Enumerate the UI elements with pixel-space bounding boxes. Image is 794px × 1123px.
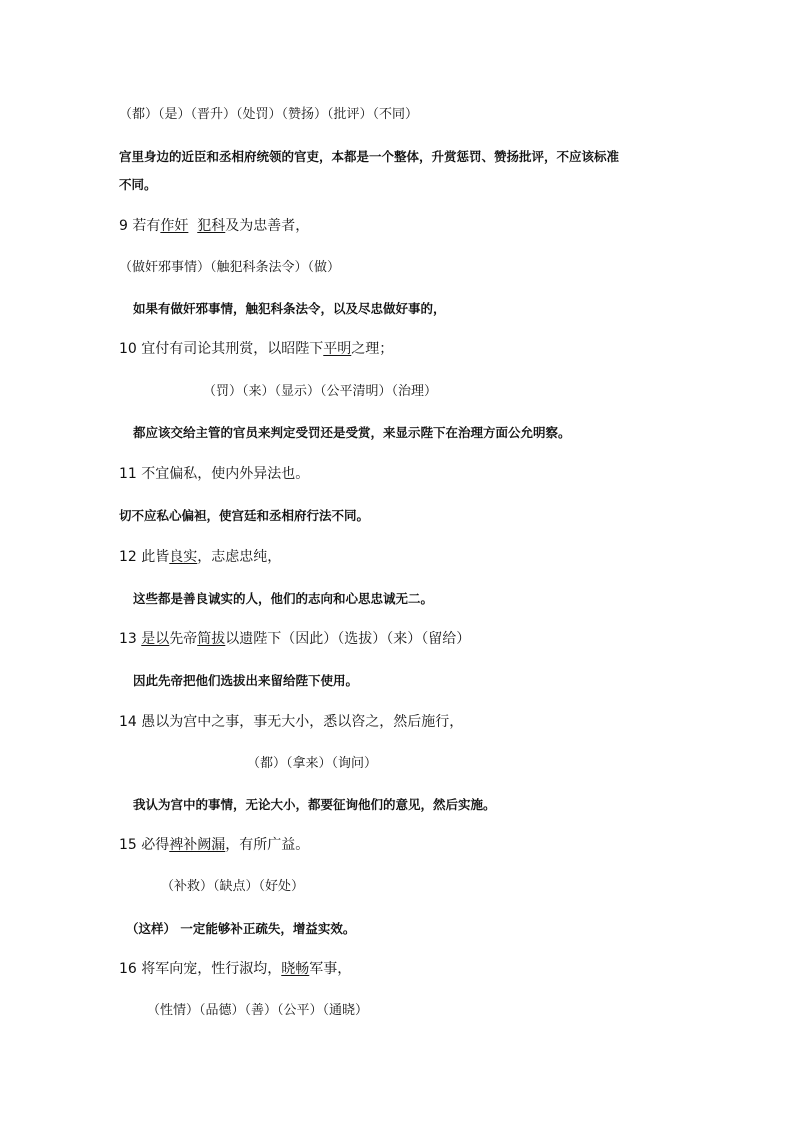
gloss-line-15: （补救）（缺点）（好处） [161, 879, 305, 894]
translation-line-13: 因此先帝把他们选拔出来留给陛下使用。 [133, 673, 359, 688]
source-line-11: 11 不宜偏私，使内外异法也。 [119, 466, 310, 482]
gloss-line-14: （都）（拿来）（询问） [247, 756, 378, 771]
source-line-16 [119, 960, 351, 978]
translation-line-15: （这样） 一定能够补正疏失，增益实效。 [126, 921, 356, 936]
translation-line-14: 我认为宫中的事情，无论大小，都要征询他们的意见，然后实施。 [133, 797, 496, 812]
translation-line-1: 宫里身边的近臣和丞相府统领的官吏，本都是一个整体，升赏惩罚、赞扬批评，不应该标准 [119, 149, 620, 164]
source-text: 12 此皆 [119, 549, 170, 565]
source-text: ，有所广益。 [225, 837, 310, 853]
source-text: 军事， [309, 961, 352, 977]
translation-line-9: 如果有做奸邪事情，触犯科条法令，以及尽忠做好事的， [133, 301, 446, 316]
source-line-14: 14 愚以为宫中之事，事无大小，悉以咨之，然后施行， [119, 714, 464, 730]
source-text: 以遗陛下（因此）（选拔）（来）（留给） [225, 631, 471, 647]
underlined-term: 犯科 [197, 218, 226, 234]
gloss-line-10: （罚）（来）（显示）（公平清明）（治理） [203, 384, 438, 399]
underlined-term: 平明 [323, 341, 352, 357]
source-text: 15 必得 [119, 837, 170, 853]
translation-line-10: 都应该交给主管的官员来判定受罚还是受赏，来显示陛下在治理方面公允明察。 [133, 425, 571, 440]
gloss-line-1: （都）（是）（晋升）（处罚）（赞扬）（批评）（不同） [119, 107, 419, 122]
underlined-term: 作奸 [160, 218, 189, 234]
source-text: 之理； [351, 341, 394, 357]
underlined-term: 是以 [141, 631, 170, 647]
underlined-term: 晓畅 [281, 961, 310, 977]
underlined-term: 良实 [169, 549, 198, 565]
gloss-line-9: （做奸邪事情）（触犯科条法令）（做） [119, 260, 341, 275]
underlined-term: 裨补阙漏 [169, 837, 226, 853]
source-text: 10 宜付有司论其刑赏，以昭陛下 [119, 341, 324, 357]
gloss-line-16: （性情）（品德）（善）（公平）（通晓） [147, 1003, 369, 1018]
translation-line-11: 切不应私心偏袒，使宫廷和丞相府行法不同。 [119, 508, 370, 523]
source-line-9 [119, 217, 309, 235]
source-line-13 [119, 630, 470, 648]
source-text: ，志虑忠纯， [197, 549, 282, 565]
translation-line-1-cont: 不同。 [119, 177, 157, 192]
source-text: 9 若有 [119, 218, 161, 234]
source-text: 16 将军向宠，性行淑均， [119, 961, 282, 977]
translation-line-12: 这些都是善良诚实的人，他们的志向和心思忠诚无二。 [133, 591, 434, 606]
source-line-10 [119, 340, 393, 358]
underlined-term: 简拔 [197, 631, 226, 647]
source-text: 及为忠善者， [225, 218, 310, 234]
source-text: 13 [119, 631, 142, 647]
source-line-12 [119, 548, 281, 566]
source-text: 先帝 [169, 631, 198, 647]
source-line-15 [119, 836, 309, 854]
